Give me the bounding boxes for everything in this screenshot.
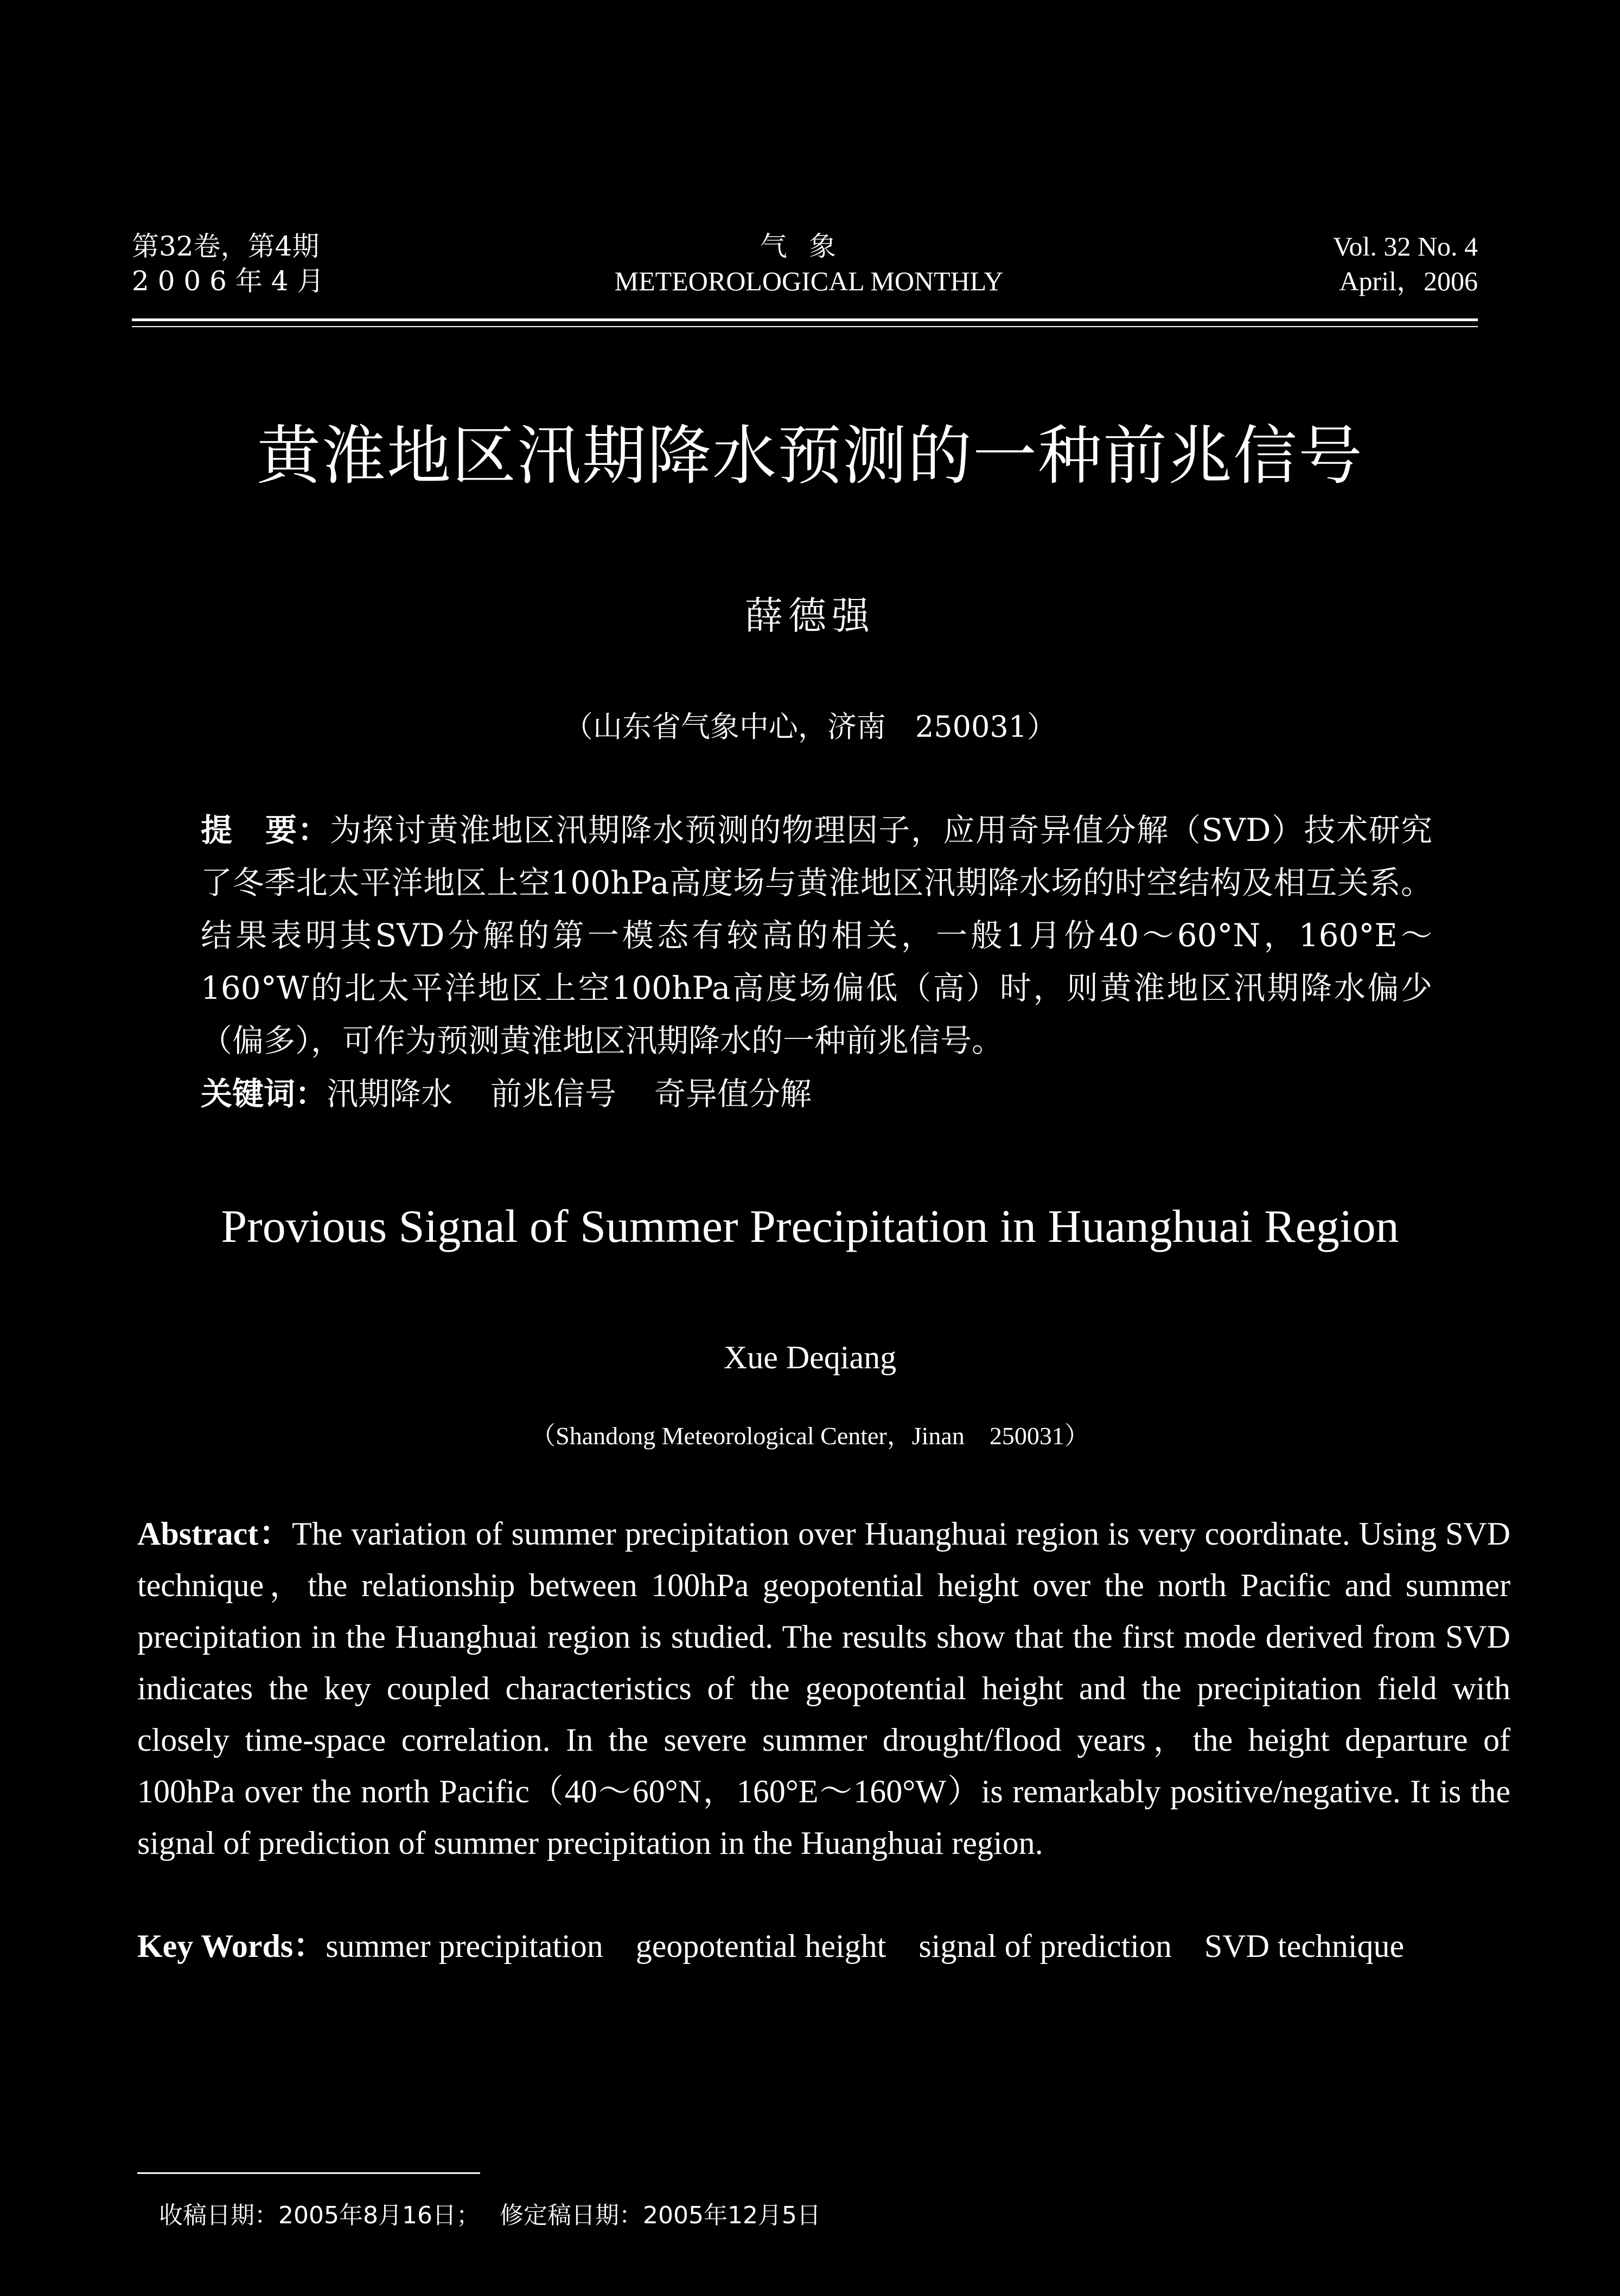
header-rule-thick: [132, 318, 1478, 321]
date-en: April，2006: [1339, 266, 1478, 296]
author-en: Xue Deqiang: [723, 1340, 897, 1375]
header-left: [132, 229, 324, 298]
header-center: [592, 229, 1026, 298]
abstract-en-text: The variation of summer precipitation over Huanghuai region is very coordinate. Using SVD technique，the relationship between 100hPa geopotential height over the north Pacific and summer precipitation in the Huanghuai region is studied. The results show that the first mode derived from SVD indicates the key coupled characteristics of the geopotential height and the precipitation field with closely time-space correlation. In the severe summer drought/flood years，the height departure of 100hPa over the north Pacific（40～60°N，160°E～160°W）is remarkably positive/negative. It is the signal of prediction of summer precipitation in the Huanghuai region.: [137, 1516, 1510, 1861]
keywords-cn: [201, 1068, 1432, 1120]
header-rule-thin: [132, 326, 1478, 327]
revised-date: 修定稿日期：2005年12月5日: [499, 2202, 821, 2229]
paper-title-en: Provious Signal of Summer Precipitation in Huanghuai Region: [221, 1200, 1399, 1252]
keyword-en-4: SVD technique: [1204, 1928, 1405, 1964]
keywords-cn-label: 关键词：: [201, 1075, 327, 1112]
author-cn: 薛德强: [745, 594, 875, 638]
volume-issue-cn: 第32卷，第4期: [132, 231, 320, 262]
keywords-en: [137, 1921, 1510, 1972]
keyword-cn-2: 前兆信号: [490, 1075, 617, 1112]
volume-issue-en: Vol. 32 No. 4: [1332, 231, 1478, 262]
journal-name-cn: 气象: [760, 231, 858, 262]
keyword-en-3: signal of prediction: [919, 1928, 1172, 1964]
footnote: [159, 2198, 821, 2233]
paper-title-cn: 黄淮地区汛期降水预测的一种前兆信号: [256, 418, 1363, 493]
affiliation-cn: （山东省气象中心，济南 250031）: [563, 710, 1057, 744]
affiliation-en: （Shandong Meteorological Center，Jinan 250031）: [531, 1422, 1089, 1450]
keyword-cn-3: 奇异值分解: [654, 1075, 812, 1112]
journal-name-en: METEOROLOGICAL MONTHLY: [614, 266, 1004, 296]
abstract-en: [137, 1508, 1510, 1869]
abstract-cn-text: 为探讨黄淮地区汛期降水预测的物理因子，应用奇异值分解（SVD）技术研究了冬季北太平洋地区上空100hPa高度场与黄淮地区汛期降水场的时空结构及相互关系。结果表明其SVD分解的第一模态有较高的相关，一般1月份40～60°N，160°E～160°W的北太平洋地区上空100hPa高度场偏低（高）时，则黄淮地区汛期降水偏少（偏多），可作为预测黄淮地区汛期降水的一种前兆信号。: [201, 812, 1432, 1059]
received-date: 收稿日期：2005年8月16日；: [159, 2202, 480, 2229]
footnote-rule: [137, 2172, 480, 2174]
abstract-en-label: Abstract：: [137, 1516, 292, 1552]
abstract-cn-label: 提 要：: [201, 812, 330, 849]
keyword-en-2: geopotential height: [635, 1928, 886, 1964]
date-cn: 2 0 0 6 年 4 月: [132, 265, 324, 297]
keyword-cn-1: 汛期降水: [327, 1075, 453, 1112]
abstract-cn: [201, 804, 1432, 1067]
keywords-en-label: Key Words：: [137, 1928, 326, 1964]
header-right: [1333, 229, 1478, 298]
keyword-en-1: summer precipitation: [326, 1928, 603, 1964]
